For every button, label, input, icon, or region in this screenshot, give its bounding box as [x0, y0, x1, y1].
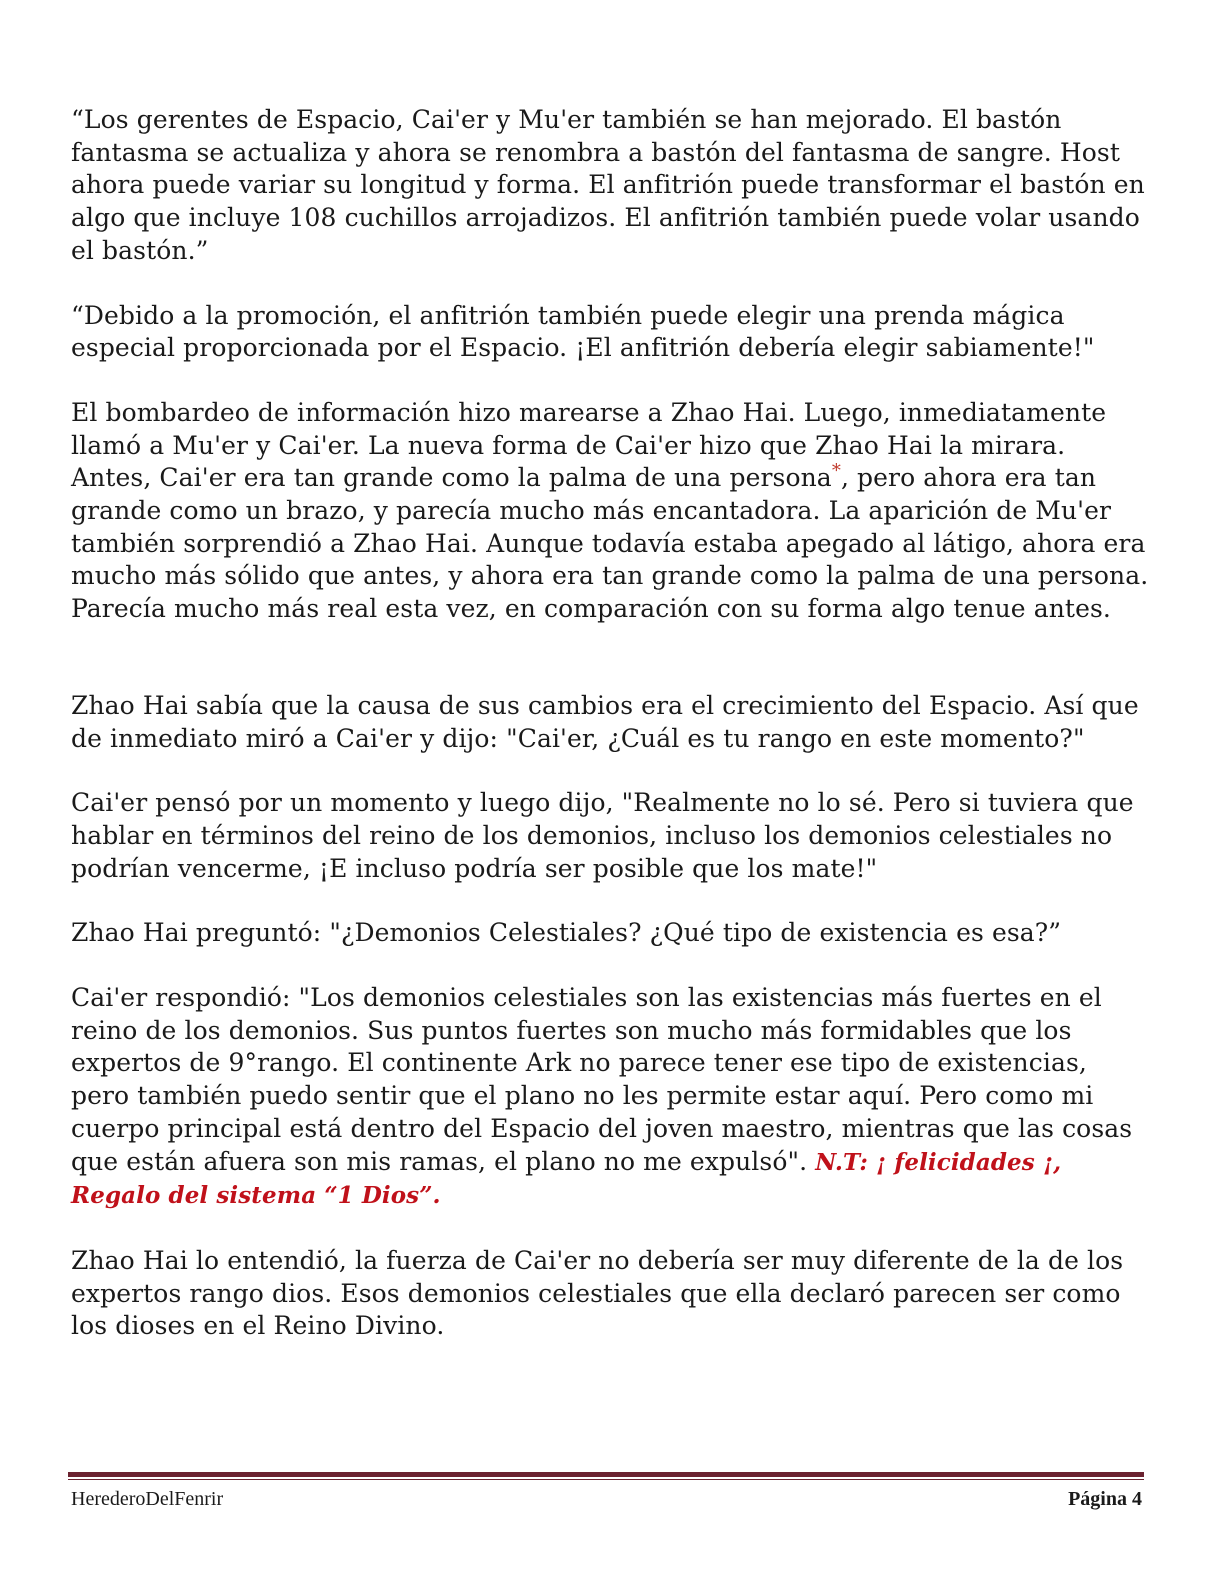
paragraph-7-text: Cai'er respondió: "Los demonios celestiales son las existencias más fuertes en el reino de los demonios. Sus puntos fuertes son mucho más formidables que los expertos de 9°rango. El continente Ark no parece tener ese tipo de existencias, pero también puedo sentir que el plano no les permite estar aquí. Pero como mi cuerpo principal está dentro del Espacio del joven maestro, mientras que las cosas que están afuera son mis ramas, el plano no me expulsó".: [71, 983, 1133, 1176]
footer-divider: [68, 1472, 1144, 1477]
document-body: [71, 104, 1151, 1375]
asterisk-note-mark: *: [831, 461, 841, 482]
footer-author: HerederoDelFenrir: [71, 1488, 224, 1510]
paragraph-3: [71, 397, 1151, 626]
paragraph-5: Cai'er pensó por un momento y luego dijo, "Realmente no lo sé. Pero si tuviera que hablar en términos del reino de los demonios, incluso los demonios celestiales no podrían vencerme, ¡E incluso podría ser posible que los mate!": [71, 788, 1134, 883]
footer-divider-thin: [68, 1479, 1144, 1480]
paragraph-3-text-b: , pero ahora era tan grande como un brazo, y parecía mucho más encantadora. La aparición de Mu'er también sorprendió a Zhao Hai. Aunque todavía estaba apegado al látigo, ahora era mucho más sólido que antes, y ahora era tan grande como la palma de una persona. Parecía mucho más real esta vez, en comparación con su forma algo tenue antes.: [71, 463, 1149, 624]
paragraph-8: Zhao Hai lo entendió, la fuerza de Cai'er no debería ser muy diferente de la de los expertos rango dios. Esos demonios celestiales que ella declaró parecen ser como los dioses en el Reino Divino.: [71, 1245, 1124, 1341]
translator-note: N.T: ¡ felicidades ¡, Regalo del sistema “1 Dios”.: [71, 1148, 1062, 1210]
paragraph-2: “Debido a la promoción, el anfitrión también puede elegir una prenda mágica especial proporcionada por el Espacio. ¡El anfitrión debería elegir sabiamente!": [71, 300, 1095, 363]
paragraph-6: Zhao Hai preguntó: "¿Demonios Celestiales? ¿Qué tipo de existencia es esa?”: [71, 918, 1062, 948]
paragraph-4: Zhao Hai sabía que la causa de sus cambios era el crecimiento del Espacio. Así que de inmediato miró a Cai'er y dijo: "Cai'er, ¿Cuál es tu rango en este momento?": [71, 690, 1139, 753]
paragraph-1: “Los gerentes de Espacio, Cai'er y Mu'er también se han mejorado. El bastón fantasma se actualiza y ahora se renombra a bastón del fantasma de sangre. Host ahora puede variar su longitud y forma. El anfitrión puede transformar el bastón en algo que incluye 108 cuchillos arrojadizos. El anfitrión también puede volar usando el bastón.”: [71, 105, 1145, 265]
paragraph-3-text-a: El bombardeo de información hizo marearse a Zhao Hai. Luego, inmediatamente llamó a Mu'er y Cai'er. La nueva forma de Cai'er hizo que Zhao Hai la mirara. Antes, Cai'er era tan grande como la palma de una persona: [71, 397, 1107, 493]
paragraph-7: [71, 982, 1151, 1213]
footer-page-number: Página 4: [1068, 1488, 1142, 1510]
